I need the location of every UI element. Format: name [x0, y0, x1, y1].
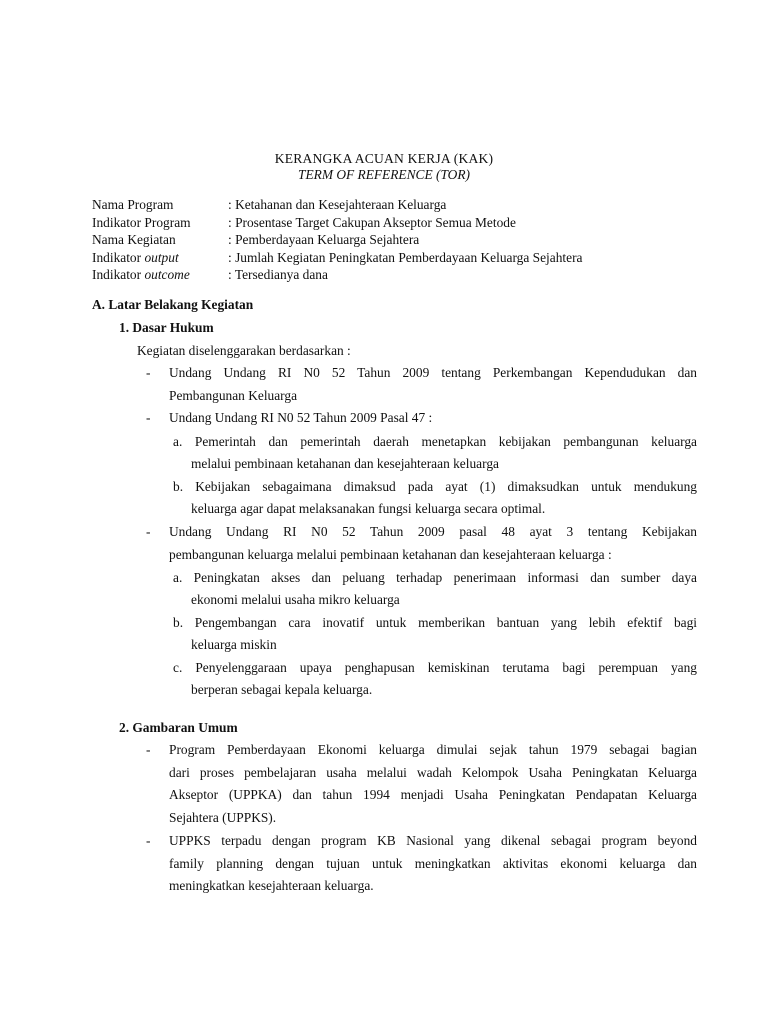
law-3-line-1: Undang Undang RI N0 52 Tahun 2009 pasal 48 ayat 3 tentang Kebijakan — [169, 524, 697, 539]
general-1-line-3: Akseptor (UPPKA) dan tahun 1994 menjadi Usaha Peningkatan Pendapatan Keluarga — [169, 787, 697, 802]
meta-label — [92, 249, 228, 267]
general-2-line-1: UPPKS terpadu dengan program KB Nasional yang dikenal sebagai program beyond — [169, 833, 697, 848]
law-2-item-a-line-1: a. Pemerintah dan pemerintah daerah menetapkan kebijakan pembangunan keluarga — [173, 434, 697, 449]
bullet-dash: - — [146, 742, 151, 757]
law-2-item-a-line-2: melalui pembinaan ketahanan dan kesejahteraan keluarga — [191, 456, 499, 471]
subsection-2-heading: 2. Gambaran Umum — [119, 720, 238, 735]
bullet-dash: - — [146, 410, 151, 425]
general-1-line-1: Program Pemberdayaan Ekonomi keluarga dimulai sejak tahun 1979 sebagai bagian — [169, 742, 697, 757]
law-1-line-2: Pembangunan Keluarga — [169, 388, 298, 403]
meta-label-prefix: Indikator — [92, 267, 145, 283]
meta-row-program — [92, 196, 582, 214]
meta-label-italic: output — [144, 249, 179, 265]
meta-label: Nama Kegiatan — [92, 232, 176, 248]
meta-value: : Prosentase Target Cakupan Akseptor Semua Metode — [228, 214, 516, 230]
general-2-line-3: meningkatkan kesejahteraan keluarga. — [169, 878, 374, 893]
general-1-line-4: Sejahtera (UPPKS). — [169, 810, 277, 825]
bullet-dash: - — [146, 524, 151, 539]
subsection-1-heading: 1. Dasar Hukum — [119, 320, 214, 335]
program-info — [92, 196, 582, 284]
law-1-line-1: Undang Undang RI N0 52 Tahun 2009 tentang Perkembangan Kependudukan dan — [169, 365, 697, 380]
meta-label: Nama Program — [92, 197, 174, 212]
law-2-item-b-line-1: b. Kebijakan sebagaimana dimaksud pada ayat (1) dimaksudkan untuk mendukung — [173, 479, 697, 494]
meta-label: Indikator Program — [92, 214, 191, 230]
bullet-dash: - — [146, 365, 151, 380]
meta-row-indikator-program — [92, 214, 582, 232]
meta-value: : Jumlah Kegiatan Peningkatan Pemberdayaan Keluarga Sejahtera — [228, 249, 583, 265]
meta-row-indikator-outcome — [92, 266, 582, 284]
meta-label — [92, 266, 228, 284]
law-3-item-b-line-1: b. Pengembangan cara inovatif untuk memberikan bantuan yang lebih efektif bagi — [173, 615, 697, 630]
bullet-dash: - — [146, 833, 151, 848]
general-2-line-2: family planning dengan tujuan untuk meningkatkan aktivitas ekonomi keluarga dan — [169, 856, 697, 871]
general-1-line-2: dari proses pembelajaran usaha melalui wadah Kelompok Usaha Peningkatan Keluarga — [169, 765, 697, 780]
intro-text: Kegiatan diselenggarakan berdasarkan : — [137, 343, 351, 358]
law-3-line-2: pembangunan keluarga melalui pembinaan ketahanan dan kesejahteraan keluarga : — [169, 547, 612, 562]
meta-value: : Ketahanan dan Kesejahteraan Keluarga — [228, 197, 447, 212]
law-3-item-b-line-2: keluarga miskin — [191, 637, 277, 652]
meta-row-kegiatan — [92, 231, 582, 249]
law-2-item-b-line-2: keluarga agar dapat melaksanakan fungsi keluarga secara optimal. — [191, 501, 546, 516]
meta-value: : Tersedianya dana — [228, 267, 328, 283]
meta-label-prefix: Indikator — [92, 249, 145, 265]
law-3-item-a-line-1: a. Peningkatan akses dan peluang terhadap penerimaan informasi dan sumber daya — [173, 570, 697, 585]
law-2: Undang Undang RI N0 52 Tahun 2009 Pasal 47 : — [169, 410, 433, 425]
document-title: KERANGKA ACUAN KERJA (KAK) — [274, 151, 494, 166]
law-3-item-a-line-2: ekonomi melalui usaha mikro keluarga — [191, 592, 400, 607]
meta-value: : Pemberdayaan Keluarga Sejahtera — [228, 232, 420, 248]
law-3-item-c-line-1: c. Penyelenggaraan upaya penghapusan kemiskinan terutama bagi perempuan yang — [173, 660, 697, 675]
law-3-item-c-line-2: berperan sebagai kepala keluarga. — [191, 682, 373, 697]
meta-row-indikator-output — [92, 249, 582, 267]
meta-label-italic: outcome — [144, 267, 190, 283]
section-a-heading: A. Latar Belakang Kegiatan — [92, 297, 254, 312]
document-subtitle: TERM OF REFERENCE (TOR) — [298, 167, 470, 182]
